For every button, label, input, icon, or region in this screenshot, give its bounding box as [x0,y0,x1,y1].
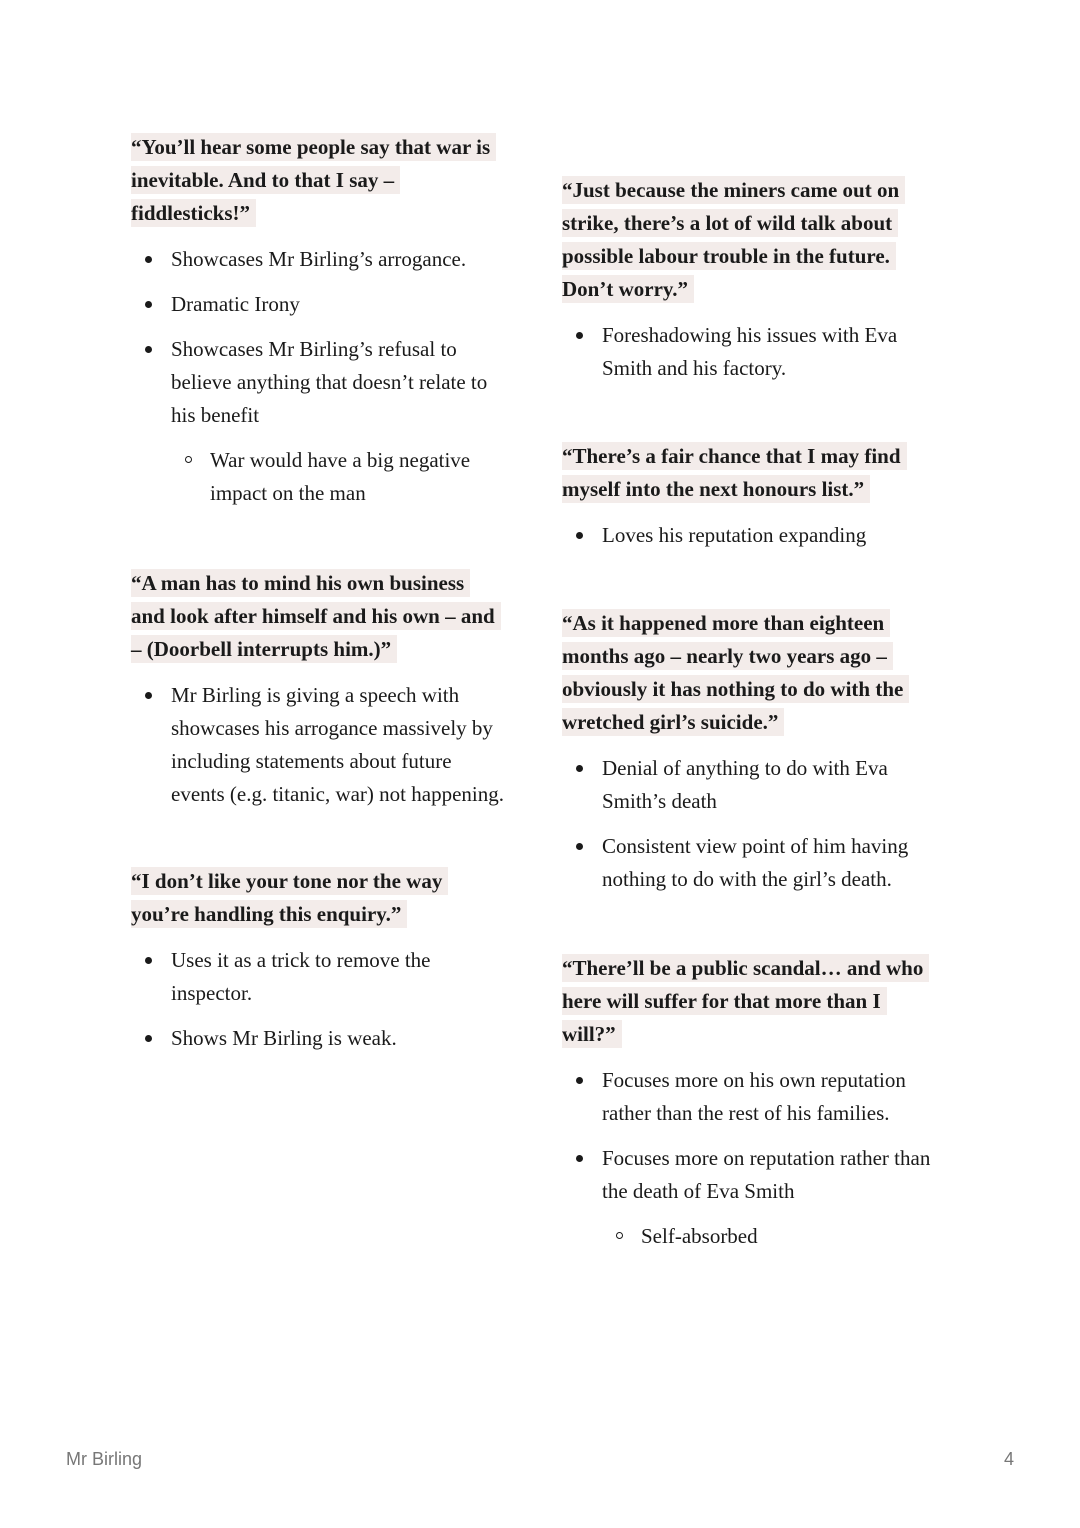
bullet-text: events (e.g. titanic, war) not happening. [171,782,504,806]
bullet-text: War would have a big negative [210,448,471,472]
quote-block [131,131,496,522]
bullet-icon [145,256,152,263]
quote [131,865,448,931]
bullet-text: Mr Birling is giving a speech with [171,683,460,707]
quote [562,607,909,739]
bullet-text: Shows Mr Birling is weak. [171,1026,397,1050]
quote-line: “There’ll be a public scandal… and who [562,954,929,982]
bullet-item [562,752,909,818]
bullet-text: rather than the rest of his families. [602,1101,890,1125]
bullet-item [562,830,909,896]
quote [131,567,504,666]
bullet-text: Smith and his factory. [602,356,787,380]
bullet-text: Showcases Mr Birling’s refusal to [171,337,457,361]
quote-line: “As it happened more than eighteen [562,609,890,637]
bullet-item [131,679,504,811]
quote-line: “I don’t like your tone nor the way [131,867,448,895]
bullet-item [131,288,496,321]
quote-line: possible labour trouble in the future. [562,242,896,270]
bullet-text: Consistent view point of him having [602,834,909,858]
quote [562,440,907,506]
bullet-item [562,1064,930,1130]
quote-line: – (Doorbell interrupts him.)” [131,635,397,663]
quote-line: myself into the next honours list.” [562,475,870,503]
bullet-item [131,444,496,510]
hollow-bullet-icon [185,456,192,463]
quote-line: inevitable. And to that I say – [131,166,400,194]
bullet-icon [576,765,583,772]
bullet-icon [145,692,152,699]
quote-line: will?” [562,1020,622,1048]
quote-line: “Just because the miners came out on [562,176,905,204]
quote-line: here will suffer for that more than I [562,987,887,1015]
quote-line: you’re handling this enquiry.” [131,900,407,928]
bullet-icon [576,1155,583,1162]
footer-title: Mr Birling [66,1449,143,1469]
bullet-text: Denial of anything to do with Eva [602,756,888,780]
quote-line: wretched girl’s suicide.” [562,708,784,736]
bullet-icon [145,957,152,964]
quote-block [562,952,930,1265]
quote-line: obviously it has nothing to do with the [562,675,909,703]
bullet-item [131,243,496,276]
bullet-item [562,1220,930,1253]
bullet-text: impact on the man [210,481,366,505]
page-number: 4 [1003,1449,1014,1469]
quote-line: “A man has to mind his own business [131,569,470,597]
quote [131,131,496,230]
quote-line: and look after himself and his own – and [131,602,501,630]
bullet-text: Focuses more on his own reputation [602,1068,906,1092]
quote-block [562,440,907,564]
quote-line: “You’ll hear some people say that war is [131,133,496,161]
bullet-item [131,1022,448,1055]
bullet-item [131,333,496,432]
bullet-item [131,944,448,1010]
bullet-text: Showcases Mr Birling’s arrogance. [171,247,467,271]
bullet-icon [145,346,152,353]
bullet-item [562,1142,930,1208]
bullet-text: Self-absorbed [641,1224,758,1248]
bullet-item [562,319,905,385]
bullet-text: his benefit [171,403,260,427]
bullet-text: Focuses more on reputation rather than [602,1146,931,1170]
quote-line: strike, there’s a lot of wild talk about [562,209,898,237]
quote-block [131,567,504,823]
quote [562,174,905,306]
quote-line: months ago – nearly two years ago – [562,642,893,670]
bullet-text: believe anything that doesn’t relate to [171,370,488,394]
bullet-icon [576,332,583,339]
quote-line: fiddlesticks!” [131,199,256,227]
bullet-icon [145,1035,152,1042]
quote [562,952,930,1051]
bullet-text: Foreshadowing his issues with Eva [602,323,898,347]
bullet-icon [145,301,152,308]
quote-block [131,865,448,1067]
bullet-text: Loves his reputation expanding [602,523,867,547]
bullet-text: the death of Eva Smith [602,1179,795,1203]
bullet-icon [576,1077,583,1084]
bullet-text: inspector. [171,981,253,1005]
quote-block [562,607,909,908]
bullet-text: Uses it as a trick to remove the [171,948,431,972]
quote-block [562,174,905,397]
bullet-icon [576,843,583,850]
bullet-text: nothing to do with the girl’s death. [602,867,892,891]
bullet-text: Dramatic Irony [171,292,300,316]
quote-line: Don’t worry.” [562,275,694,303]
quote-line: “There’s a fair chance that I may find [562,442,907,470]
bullet-text: Smith’s death [602,789,717,813]
bullet-text: including statements about future [171,749,452,773]
bullet-icon [576,532,583,539]
bullet-item [562,519,907,552]
hollow-bullet-icon [616,1232,623,1239]
bullet-text: showcases his arrogance massively by [171,716,493,740]
